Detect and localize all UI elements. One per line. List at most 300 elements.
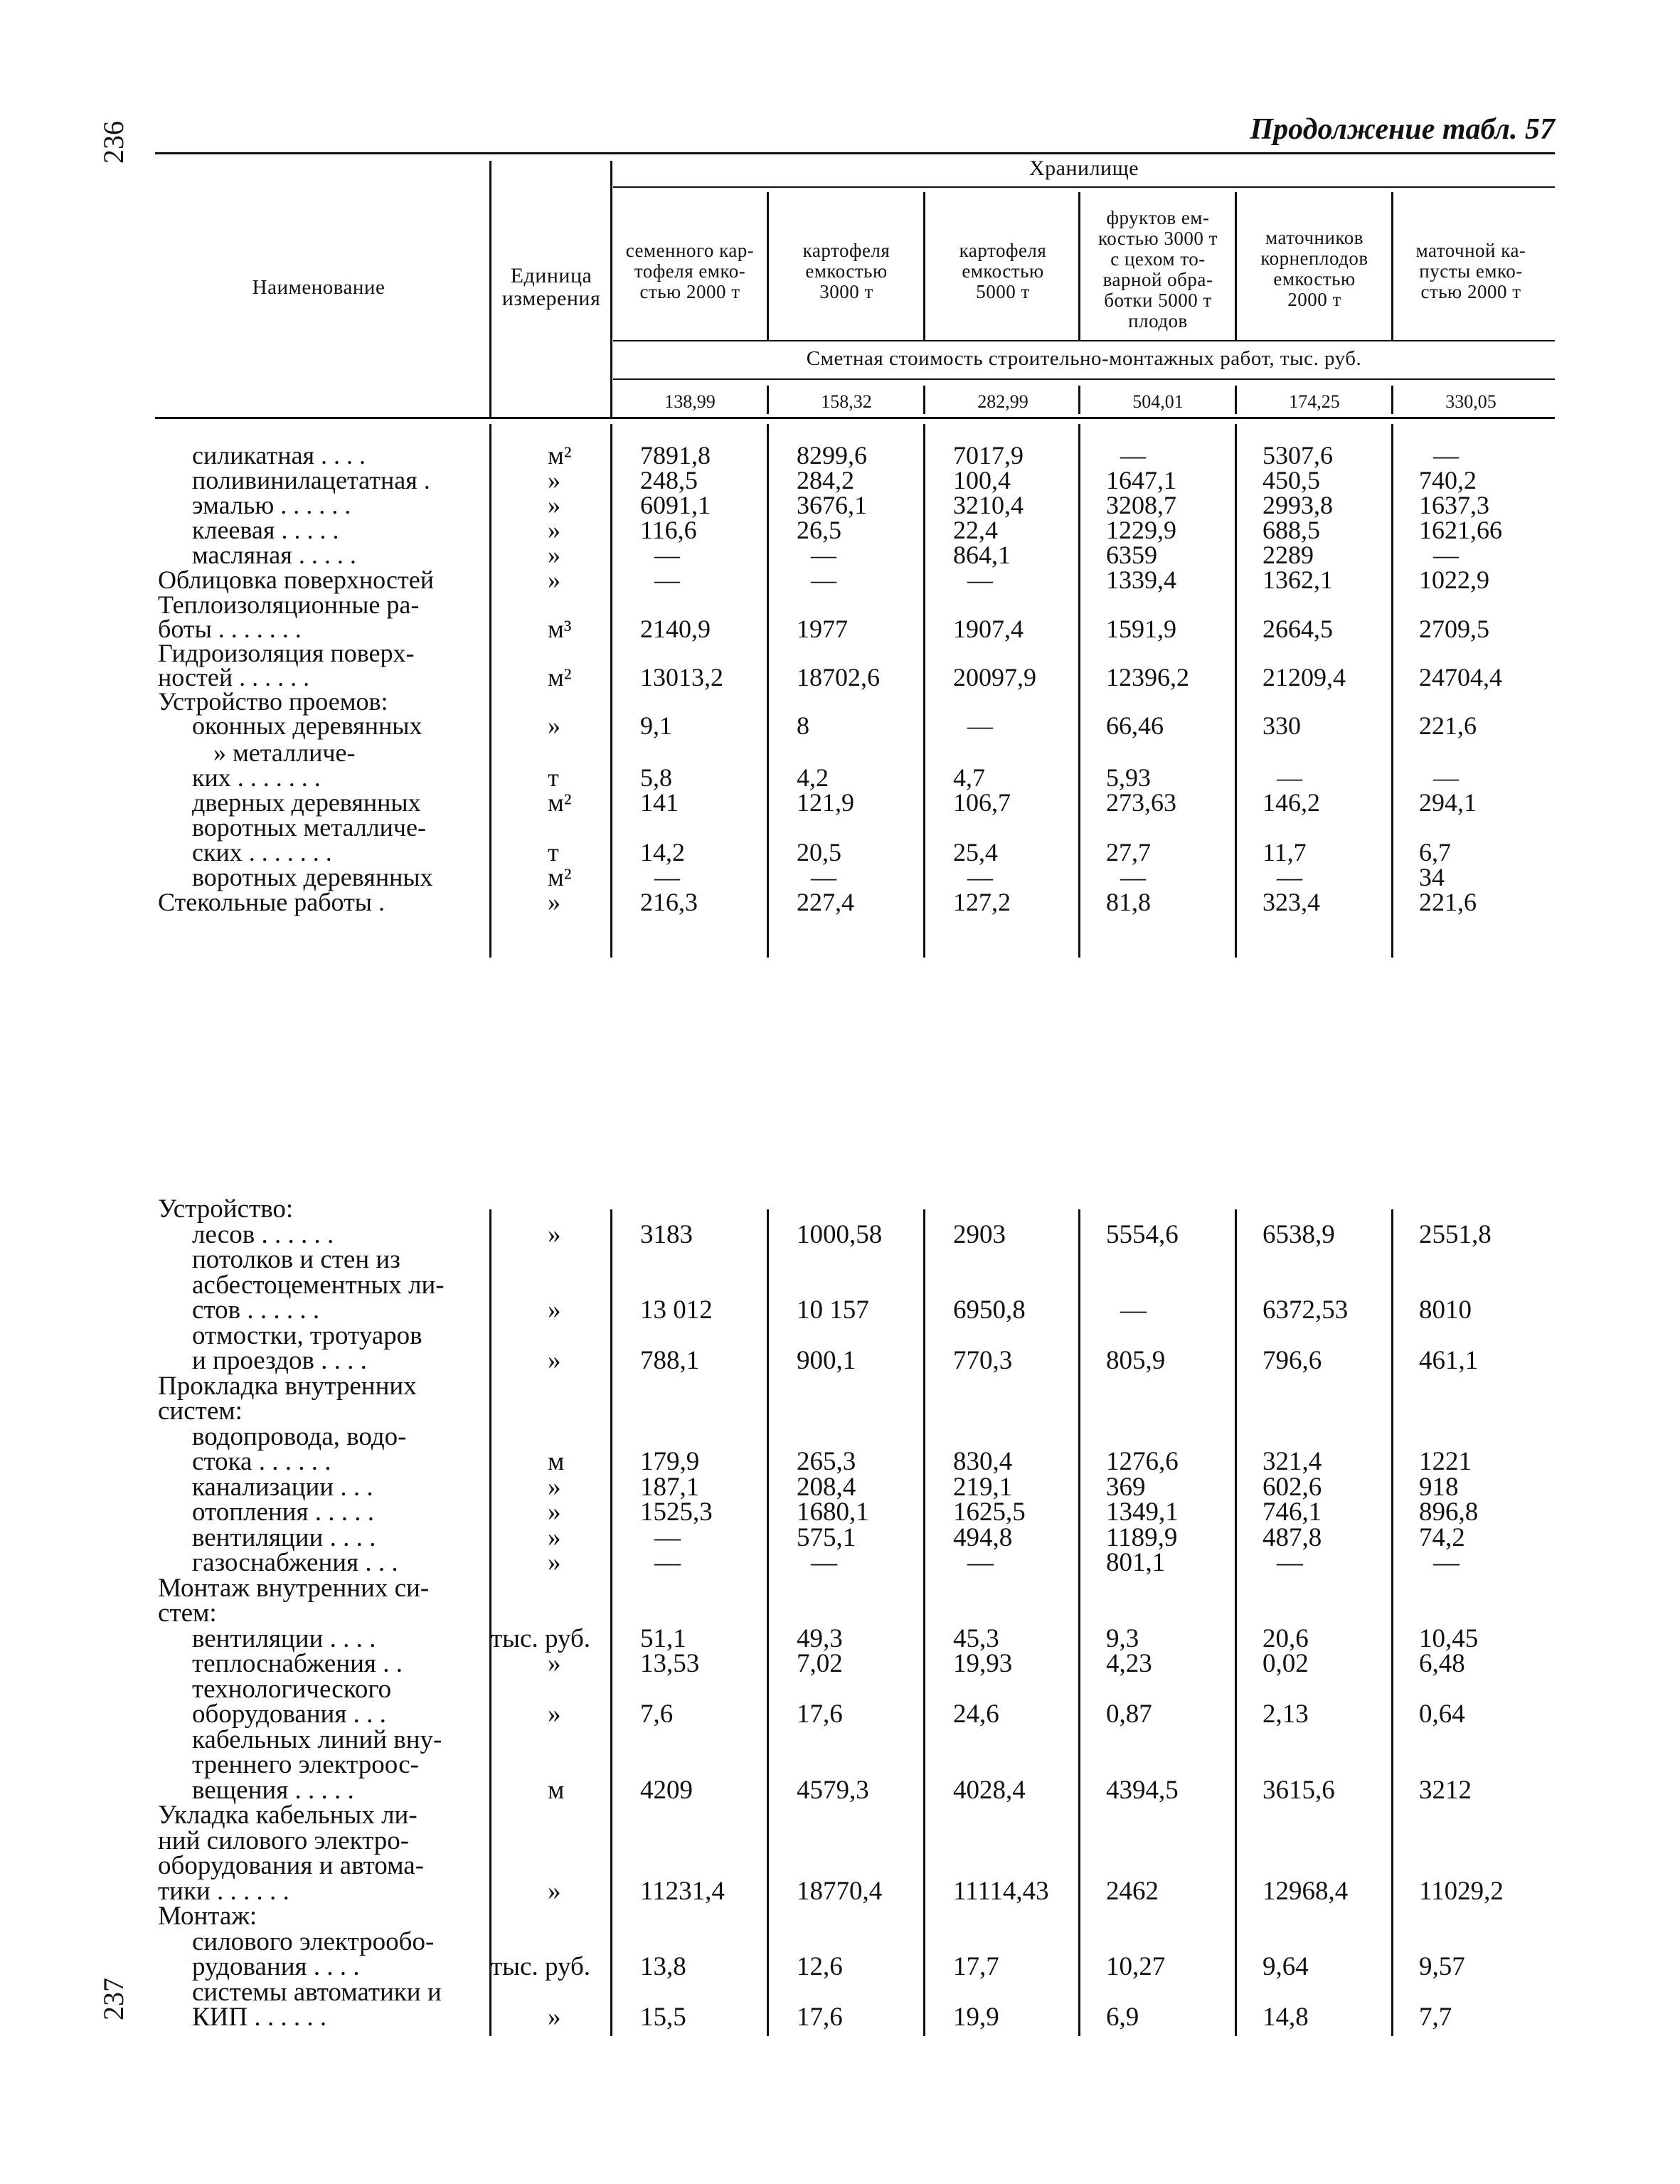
row-value: 6950,8 bbox=[953, 1295, 1026, 1325]
row-value: 2903 bbox=[953, 1219, 1006, 1249]
cost-value: 504,01 bbox=[1132, 391, 1184, 412]
column-header-line: плодов bbox=[1128, 310, 1188, 332]
column-header-5 bbox=[1238, 228, 1391, 310]
row-value: 1339,4 bbox=[1106, 566, 1176, 594]
row-unit: т bbox=[548, 763, 559, 792]
row-label: теплоснабжения . . bbox=[192, 1649, 403, 1678]
row-value: 51,1 bbox=[640, 1623, 686, 1653]
row-value: 2462 bbox=[1106, 1876, 1159, 1906]
row-label: отмостки, тротуаров bbox=[192, 1320, 422, 1350]
row-value: — bbox=[1277, 863, 1302, 891]
row-value: 74,2 bbox=[1419, 1522, 1465, 1552]
row-label: рудования . . . . bbox=[192, 1952, 360, 1981]
row-unit: » bbox=[548, 2003, 561, 2032]
row-value: 0,87 bbox=[1106, 1700, 1152, 1729]
row-value: — bbox=[811, 566, 836, 594]
cost-value: 158,32 bbox=[821, 391, 872, 412]
row-unit: » bbox=[548, 888, 560, 916]
row-label: Устройство проемов: bbox=[158, 687, 388, 716]
row-value: 187,1 bbox=[640, 1472, 700, 1502]
row-value: — bbox=[1433, 541, 1459, 569]
column-header-line: емкостью bbox=[805, 260, 888, 282]
row-label: силового электрообо- bbox=[192, 1926, 435, 1956]
header-unit-line: Единица bbox=[510, 264, 592, 287]
row-value: 0,64 bbox=[1419, 1700, 1465, 1729]
row-value: 9,1 bbox=[640, 711, 672, 740]
header-sep-col2 bbox=[767, 192, 769, 341]
row-unit: » bbox=[548, 1522, 561, 1552]
body-sep-5-top bbox=[1235, 424, 1237, 958]
column-header-line: семенного кар- bbox=[625, 240, 755, 261]
row-value: 450,5 bbox=[1262, 466, 1320, 494]
column-header-line: маточной ка- bbox=[1415, 240, 1526, 261]
row-value: 4579,3 bbox=[797, 1775, 869, 1805]
row-label: кабельных линий вну- bbox=[192, 1724, 442, 1754]
row-label: дверных деревянных bbox=[192, 788, 421, 817]
row-value: 688,5 bbox=[1262, 516, 1320, 544]
row-value: 6538,9 bbox=[1262, 1219, 1335, 1249]
row-value: — bbox=[1433, 763, 1459, 792]
row-label: оборудования . . . bbox=[192, 1700, 386, 1729]
header-sep-values bbox=[610, 161, 612, 417]
row-value: 6,7 bbox=[1419, 838, 1451, 866]
header-unit bbox=[492, 265, 610, 310]
row-unit: » bbox=[548, 1548, 561, 1577]
row-label: Монтаж внутренних си- bbox=[158, 1573, 430, 1603]
row-value: 10,27 bbox=[1106, 1952, 1166, 1981]
row-value: 1000,58 bbox=[797, 1219, 883, 1249]
row-label: Прокладка внутренних bbox=[158, 1371, 417, 1401]
column-header-line: 3000 т bbox=[819, 281, 873, 302]
body-sep-5-bottom bbox=[1235, 1209, 1237, 2036]
header-name: Наименование bbox=[252, 276, 386, 299]
row-label: ских . . . . . . . bbox=[192, 838, 332, 866]
row-value: 216,3 bbox=[640, 888, 698, 916]
row-value: 1907,4 bbox=[953, 615, 1024, 643]
row-label: КИП . . . . . . bbox=[192, 2003, 327, 2032]
body-sep-3-bottom bbox=[923, 1209, 925, 2036]
row-value: 17,7 bbox=[953, 1952, 999, 1981]
cost-value: 330,05 bbox=[1445, 391, 1496, 412]
row-unit: » bbox=[548, 466, 560, 494]
row-label: вещения . . . . . bbox=[192, 1775, 354, 1805]
table-continuation-title: Продолжение табл. 57 bbox=[1250, 113, 1555, 146]
row-value: — bbox=[654, 863, 680, 891]
row-value: — bbox=[654, 566, 680, 594]
row-value: 34 bbox=[1419, 863, 1445, 891]
row-value: 4,23 bbox=[1106, 1649, 1152, 1678]
column-header-line: с цехом то- bbox=[1110, 248, 1206, 270]
row-value: 221,6 bbox=[1419, 711, 1477, 740]
column-header-line: маточников bbox=[1265, 227, 1363, 248]
row-value: 3183 bbox=[640, 1219, 693, 1249]
row-value: 14,2 bbox=[640, 838, 685, 866]
row-label: боты . . . . . . . bbox=[158, 615, 302, 643]
row-value: 18702,6 bbox=[797, 663, 880, 691]
row-unit: м bbox=[548, 1447, 565, 1476]
row-value: — bbox=[1433, 1548, 1460, 1577]
row-value: 208,4 bbox=[797, 1472, 856, 1502]
row-value: 7017,9 bbox=[953, 441, 1024, 470]
row-value: 3212 bbox=[1419, 1775, 1472, 1805]
row-value: 20097,9 bbox=[953, 663, 1036, 691]
row-value: — bbox=[811, 541, 836, 569]
cost-value: 174,25 bbox=[1289, 391, 1340, 412]
body-sep-6-top bbox=[1391, 424, 1393, 958]
row-value: 18770,4 bbox=[797, 1876, 883, 1906]
row-value: 13,8 bbox=[640, 1952, 686, 1981]
row-value: 13013,2 bbox=[640, 663, 723, 691]
row-value: 0,02 bbox=[1262, 1649, 1309, 1678]
column-header-line: картофеля bbox=[959, 240, 1047, 261]
row-value: 4028,4 bbox=[953, 1775, 1026, 1805]
cost-sep-3 bbox=[923, 386, 925, 414]
row-value: — bbox=[1120, 441, 1146, 470]
row-value: 5,8 bbox=[640, 763, 672, 792]
header-bottom-rule bbox=[155, 417, 1555, 419]
row-value: 6,9 bbox=[1106, 2003, 1139, 2032]
row-value: 2,13 bbox=[1262, 1700, 1309, 1729]
header-sep-col3 bbox=[923, 192, 925, 341]
row-value: — bbox=[654, 1522, 681, 1552]
row-value: 100,4 bbox=[953, 466, 1011, 494]
header-cost-label: Сметная стоимость строительно-монтажных работ, тыс. руб. bbox=[806, 347, 1362, 370]
row-value: 227,4 bbox=[797, 888, 854, 916]
row-label: Гидроизоляция поверх- bbox=[158, 639, 415, 667]
row-label: асбестоцементных ли- bbox=[192, 1270, 445, 1300]
row-value: 1349,1 bbox=[1106, 1497, 1179, 1527]
body-sep-values-bottom bbox=[610, 1209, 612, 2036]
row-label: оборудования и автома- bbox=[158, 1851, 425, 1880]
row-value: 4209 bbox=[640, 1775, 693, 1805]
row-label: воротных металличе- bbox=[192, 813, 426, 842]
row-unit: м³ bbox=[548, 615, 572, 643]
row-label: вентиляции . . . . bbox=[192, 1623, 376, 1653]
row-label: Облицовка поверхностей bbox=[158, 566, 434, 594]
row-value: 121,9 bbox=[797, 788, 854, 817]
row-value: 1022,9 bbox=[1419, 566, 1489, 594]
row-value: 5,93 bbox=[1106, 763, 1151, 792]
row-value: 830,4 bbox=[953, 1447, 1013, 1476]
row-label: Монтаж: bbox=[158, 1902, 257, 1931]
row-unit: » bbox=[548, 711, 560, 740]
row-label: оконных деревянных bbox=[192, 711, 422, 740]
row-value: 27,7 bbox=[1106, 838, 1151, 866]
row-value: 3208,7 bbox=[1106, 491, 1176, 519]
row-label: Укладка кабельных ли- bbox=[158, 1801, 418, 1830]
column-header-line: фруктов ем- bbox=[1106, 207, 1210, 228]
row-value: 487,8 bbox=[1262, 1522, 1322, 1552]
row-value: 4,2 bbox=[797, 763, 829, 792]
row-value: 8010 bbox=[1419, 1295, 1472, 1325]
row-value: — bbox=[967, 863, 993, 891]
cost-value: 138,99 bbox=[664, 391, 716, 412]
page-number-bottom: 237 bbox=[97, 1978, 129, 2020]
row-value: 2664,5 bbox=[1262, 615, 1333, 643]
row-value: 26,5 bbox=[797, 516, 841, 544]
row-value: 294,1 bbox=[1419, 788, 1477, 817]
row-value: 805,9 bbox=[1106, 1346, 1166, 1375]
row-value: 6091,1 bbox=[640, 491, 711, 519]
header-unit-line: измерения bbox=[501, 287, 601, 310]
row-label: систем: bbox=[158, 1396, 243, 1426]
row-unit: » bbox=[548, 1700, 561, 1729]
row-value: 248,5 bbox=[640, 466, 698, 494]
cost-rule bbox=[613, 378, 1555, 380]
row-value: 2140,9 bbox=[640, 615, 711, 643]
row-value: 12,6 bbox=[797, 1952, 843, 1981]
row-value: 13 012 bbox=[640, 1295, 713, 1325]
row-value: 5307,6 bbox=[1262, 441, 1333, 470]
row-unit: » bbox=[548, 1346, 561, 1375]
row-value: 106,7 bbox=[953, 788, 1011, 817]
cost-sep-5 bbox=[1235, 386, 1237, 414]
page-number-top: 236 bbox=[97, 121, 129, 164]
row-value: 11114,43 bbox=[953, 1876, 1049, 1906]
row-value: 9,57 bbox=[1419, 1952, 1465, 1981]
row-value: 2551,8 bbox=[1419, 1219, 1492, 1249]
row-label: эмалью . . . . . . bbox=[192, 491, 351, 519]
row-unit: » bbox=[548, 541, 560, 569]
row-value: 7891,8 bbox=[640, 441, 711, 470]
row-value: 1221 bbox=[1419, 1447, 1472, 1476]
row-label: вентиляции . . . . bbox=[192, 1522, 376, 1552]
body-sep-2-bottom bbox=[767, 1209, 769, 2036]
row-value: 17,6 bbox=[797, 2003, 843, 2032]
row-value: 8299,6 bbox=[797, 441, 867, 470]
row-value: 2993,8 bbox=[1262, 491, 1333, 519]
row-value: 8 bbox=[797, 711, 809, 740]
row-label: тики . . . . . . bbox=[158, 1876, 289, 1906]
body-sep-unit-top bbox=[489, 424, 491, 958]
row-unit: » bbox=[548, 1497, 561, 1527]
column-header-line: емкостью bbox=[962, 260, 1044, 282]
row-value: 740,2 bbox=[1419, 466, 1477, 494]
row-value: 2289 bbox=[1262, 541, 1314, 569]
row-value: 1621,66 bbox=[1419, 516, 1502, 544]
row-label: клеевая . . . . . bbox=[192, 516, 339, 544]
row-value: 896,8 bbox=[1419, 1497, 1479, 1527]
column-header-line: варной обра- bbox=[1102, 269, 1213, 290]
row-value: 1977 bbox=[797, 615, 848, 643]
row-value: 900,1 bbox=[797, 1346, 856, 1375]
row-value: 14,8 bbox=[1262, 2003, 1309, 2032]
row-unit: м² bbox=[548, 441, 572, 470]
row-value: — bbox=[1277, 763, 1302, 792]
body-sep-4-top bbox=[1078, 424, 1080, 958]
column-header-line: 5000 т bbox=[976, 281, 1030, 302]
row-unit: тыс. руб. bbox=[491, 1623, 591, 1653]
row-value: 11231,4 bbox=[640, 1876, 725, 1906]
row-label: Устройство: bbox=[158, 1194, 294, 1224]
row-value: 6372,53 bbox=[1262, 1295, 1349, 1325]
row-value: 1276,6 bbox=[1106, 1447, 1179, 1476]
row-value: 323,4 bbox=[1262, 888, 1320, 916]
row-label: стем: bbox=[158, 1599, 217, 1628]
row-value: 12396,2 bbox=[1106, 663, 1189, 691]
row-value: 864,1 bbox=[953, 541, 1011, 569]
row-value: 770,3 bbox=[953, 1346, 1013, 1375]
row-value: 494,8 bbox=[953, 1522, 1013, 1552]
row-value: 321,4 bbox=[1262, 1447, 1322, 1476]
column-header-line: картофеля bbox=[802, 240, 890, 261]
row-value: 45,3 bbox=[953, 1623, 999, 1653]
row-value: 10,45 bbox=[1419, 1623, 1479, 1653]
row-value: 1362,1 bbox=[1262, 566, 1333, 594]
header-group: Хранилище bbox=[1028, 157, 1139, 180]
row-value: 1591,9 bbox=[1106, 615, 1176, 643]
row-value: — bbox=[654, 1548, 681, 1577]
row-value: 4394,5 bbox=[1106, 1775, 1179, 1805]
row-unit: м bbox=[548, 1775, 565, 1805]
row-value: 369 bbox=[1106, 1472, 1146, 1502]
row-value: 6,48 bbox=[1419, 1649, 1465, 1678]
row-unit: » bbox=[548, 1295, 561, 1325]
row-value: 1637,3 bbox=[1419, 491, 1489, 519]
row-value: 1625,5 bbox=[953, 1497, 1026, 1527]
column-header-3 bbox=[926, 240, 1080, 302]
body-sep-6-bottom bbox=[1391, 1209, 1393, 2036]
row-label: стов . . . . . . bbox=[192, 1295, 320, 1325]
row-value: 1189,9 bbox=[1106, 1522, 1178, 1552]
row-label: и проездов . . . . bbox=[192, 1346, 367, 1375]
header-sep-col5 bbox=[1235, 192, 1237, 341]
row-value: 602,6 bbox=[1262, 1472, 1322, 1502]
header-top-rule bbox=[155, 152, 1555, 154]
row-value: 788,1 bbox=[640, 1346, 700, 1375]
row-label: водопровода, водо- bbox=[192, 1421, 407, 1451]
row-value: 7,7 bbox=[1419, 2003, 1452, 2032]
row-value: 21209,4 bbox=[1262, 663, 1346, 691]
row-label: » металличе- bbox=[213, 738, 356, 767]
cost-sep-2 bbox=[767, 386, 769, 414]
row-label: Стекольные работы . bbox=[158, 888, 385, 916]
cost-value: 282,99 bbox=[977, 391, 1028, 412]
row-value: 49,3 bbox=[797, 1623, 843, 1653]
body-sep-3-top bbox=[923, 424, 925, 958]
row-value: 7,02 bbox=[797, 1649, 843, 1678]
row-value: 1229,9 bbox=[1106, 516, 1176, 544]
row-unit: » bbox=[548, 1472, 561, 1502]
row-value: 801,1 bbox=[1106, 1548, 1166, 1577]
row-value: — bbox=[1433, 441, 1459, 470]
column-header-line: емкостью bbox=[1273, 268, 1356, 290]
row-value: 81,8 bbox=[1106, 888, 1151, 916]
row-unit: » bbox=[548, 566, 560, 594]
row-unit: м² bbox=[548, 663, 572, 691]
row-value: 7,6 bbox=[640, 1700, 674, 1729]
row-value: — bbox=[967, 1548, 994, 1577]
row-label: системы автоматики и bbox=[192, 1977, 442, 2007]
column-header-line: стью 2000 т bbox=[1420, 281, 1521, 302]
row-value: 22,4 bbox=[953, 516, 998, 544]
row-label: стока . . . . . . bbox=[192, 1447, 331, 1476]
row-unit: » bbox=[548, 1876, 561, 1906]
row-value: 9,64 bbox=[1262, 1952, 1309, 1981]
body-sep-unit-bottom bbox=[489, 1209, 491, 2036]
row-value: 11,7 bbox=[1262, 838, 1307, 866]
row-label: отопления . . . . . bbox=[192, 1497, 375, 1527]
row-unit: » bbox=[548, 491, 560, 519]
row-value: 13,53 bbox=[640, 1649, 700, 1678]
row-value: 24,6 bbox=[953, 1700, 999, 1729]
row-label: масляная . . . . . bbox=[192, 541, 356, 569]
row-unit: т bbox=[548, 838, 559, 866]
row-label: ний силового электро- bbox=[158, 1825, 410, 1855]
row-value: — bbox=[1120, 1295, 1147, 1325]
row-value: 6359 bbox=[1106, 541, 1157, 569]
row-value: 9,3 bbox=[1106, 1623, 1139, 1653]
column-header-6 bbox=[1394, 240, 1548, 302]
row-label: газоснабжения . . . bbox=[192, 1548, 398, 1577]
row-value: 141 bbox=[640, 788, 679, 817]
row-label: потолков и стен из bbox=[192, 1245, 400, 1274]
row-value: 575,1 bbox=[797, 1522, 856, 1552]
row-unit: м² bbox=[548, 863, 572, 891]
row-label: ких . . . . . . . bbox=[192, 763, 321, 792]
column-header-line: костью 3000 т bbox=[1098, 228, 1218, 249]
row-value: 1525,3 bbox=[640, 1497, 713, 1527]
row-unit: » bbox=[548, 1649, 561, 1678]
row-value: 284,2 bbox=[797, 466, 854, 494]
row-value: 66,46 bbox=[1106, 711, 1164, 740]
row-value: 4,7 bbox=[953, 763, 985, 792]
row-value: 3210,4 bbox=[953, 491, 1024, 519]
row-value: 179,9 bbox=[640, 1447, 700, 1476]
row-value: 19,9 bbox=[953, 2003, 999, 2032]
row-value: 5554,6 bbox=[1106, 1219, 1179, 1249]
column-header-line: пусты емко- bbox=[1419, 260, 1523, 282]
column-header-line: стью 2000 т bbox=[639, 281, 740, 302]
row-value: 1680,1 bbox=[797, 1497, 869, 1527]
row-unit: м² bbox=[548, 788, 572, 817]
row-value: 918 bbox=[1419, 1472, 1459, 1502]
row-value: 127,2 bbox=[953, 888, 1011, 916]
row-value: — bbox=[1120, 863, 1146, 891]
row-value: 17,6 bbox=[797, 1700, 843, 1729]
body-sep-4-bottom bbox=[1078, 1209, 1080, 2036]
column-header-line: ботки 5000 т bbox=[1104, 290, 1212, 311]
row-value: 24704,4 bbox=[1419, 663, 1502, 691]
row-label: воротных деревянных bbox=[192, 863, 433, 891]
row-label: Теплоизоляционные ра- bbox=[158, 590, 420, 619]
column-header-line: тофеля емко- bbox=[634, 260, 746, 282]
row-value: 116,6 bbox=[640, 516, 697, 544]
group-rule bbox=[613, 186, 1555, 188]
row-value: 20,6 bbox=[1262, 1623, 1309, 1653]
row-value: 10 157 bbox=[797, 1295, 869, 1325]
row-label: лесов . . . . . . bbox=[192, 1219, 334, 1249]
row-value: 746,1 bbox=[1262, 1497, 1322, 1527]
row-value: — bbox=[654, 541, 680, 569]
row-unit: » bbox=[548, 516, 560, 544]
row-value: 1647,1 bbox=[1106, 466, 1176, 494]
row-value: 461,1 bbox=[1419, 1346, 1479, 1375]
row-value: 19,93 bbox=[953, 1649, 1013, 1678]
columns-rule bbox=[613, 340, 1555, 341]
row-value: — bbox=[1277, 1548, 1303, 1577]
row-value: 3676,1 bbox=[797, 491, 867, 519]
row-unit: тыс. руб. bbox=[491, 1952, 591, 1981]
row-label: технологического bbox=[192, 1674, 392, 1704]
row-label: треннего электроос- bbox=[192, 1750, 419, 1779]
row-value: — bbox=[967, 566, 993, 594]
row-label: ностей . . . . . . bbox=[158, 663, 310, 691]
row-unit: » bbox=[548, 1219, 561, 1249]
header-sep-unit bbox=[489, 161, 491, 417]
column-header-2 bbox=[770, 240, 923, 302]
row-value: 3615,6 bbox=[1262, 1775, 1335, 1805]
